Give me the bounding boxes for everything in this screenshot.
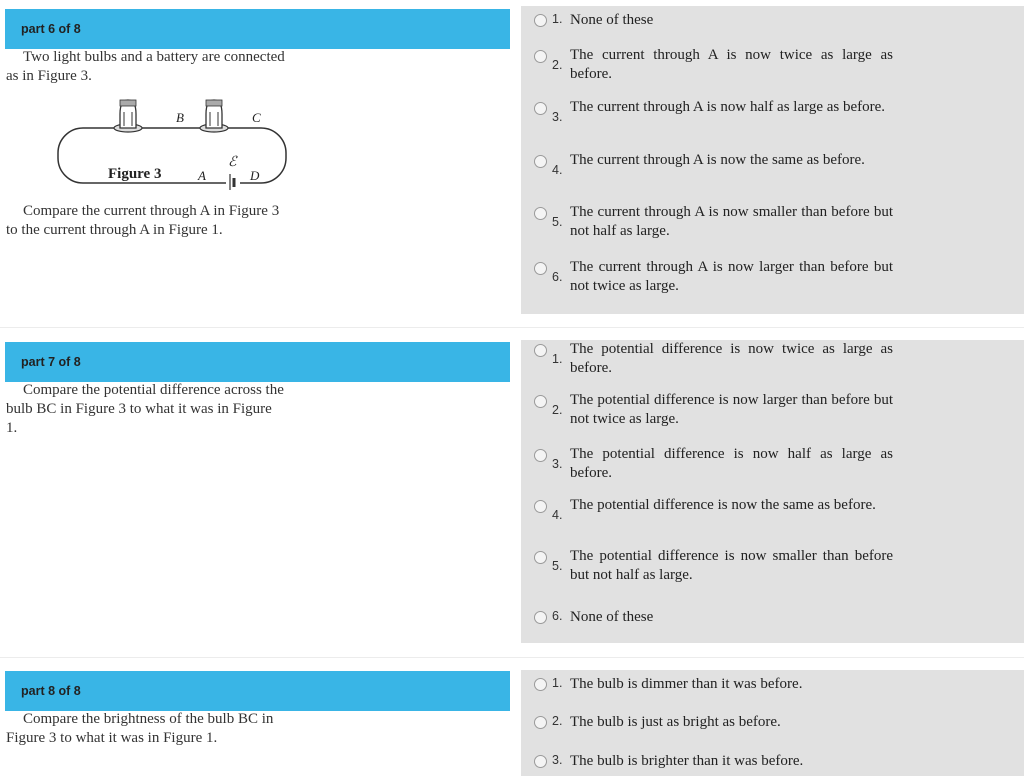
option-text: The potential difference is now smaller than before but not half as large.	[570, 548, 893, 583]
option-text: The potential difference is now twice as large as before.	[570, 341, 893, 376]
part-6-header: part 6 of 8	[5, 9, 510, 49]
label-c: C	[252, 110, 261, 125]
part-8-header: part 8 of 8	[5, 671, 510, 711]
option-text: The current through A is now larger than before but not twice as large.	[570, 259, 893, 294]
radio-button[interactable]	[534, 449, 547, 462]
option-number: 3.	[552, 110, 563, 124]
radio-button[interactable]	[534, 50, 547, 63]
radio-button[interactable]	[534, 611, 547, 624]
option-number: 1.	[552, 352, 563, 366]
option-number: 3.	[552, 457, 563, 471]
option-text: The current through A is now twice as large as before.	[570, 47, 893, 82]
divider	[0, 327, 1024, 328]
option-text: The potential difference is now the same as before.	[570, 497, 876, 513]
option-number: 2.	[552, 58, 563, 72]
question-line: bulb BC in Figure 3 to what it was in Figure	[6, 401, 272, 417]
option-number: 1.	[552, 12, 563, 26]
bulb-c-icon	[200, 100, 228, 132]
radio-button[interactable]	[534, 262, 547, 275]
radio-button[interactable]	[534, 395, 547, 408]
label-a: A	[198, 168, 206, 183]
option-number: 5.	[552, 559, 563, 573]
option-text: The bulb is just as bright as before.	[570, 714, 781, 730]
option-number: 6.	[552, 609, 563, 623]
question-line: Figure 3 to what it was in Figure 1.	[6, 730, 218, 746]
part-7-question	[6, 381, 346, 438]
label-d: D	[250, 168, 260, 183]
radio-button[interactable]	[534, 678, 547, 691]
option-text: None of these	[570, 12, 654, 28]
part-6-question	[6, 202, 346, 240]
option-number: 6.	[552, 270, 563, 284]
battery-icon	[226, 174, 240, 190]
radio-button[interactable]	[534, 344, 547, 357]
option-text: The potential difference is now larger than before but not twice as large.	[570, 392, 893, 427]
question-line: Compare the potential difference across the	[23, 382, 284, 398]
divider	[0, 657, 1024, 658]
question-line: 1.	[6, 420, 18, 436]
part-7-answer-panel	[521, 340, 1024, 643]
option-text: The potential difference is now half as large as before.	[570, 446, 893, 481]
question-line: Compare the brightness of the bulb BC in	[23, 711, 274, 727]
bulb-b-icon	[114, 100, 142, 132]
radio-button[interactable]	[534, 755, 547, 768]
radio-button[interactable]	[534, 500, 547, 513]
part-8-question	[6, 710, 346, 748]
option-text: The bulb is dimmer than it was before.	[570, 676, 803, 692]
option-number: 2.	[552, 714, 563, 728]
option-text: None of these	[570, 609, 654, 625]
part-8-answer-panel	[521, 670, 1024, 776]
radio-button[interactable]	[534, 155, 547, 168]
option-number: 3.	[552, 753, 563, 767]
label-b: B	[176, 110, 184, 125]
question-line: Two light bulbs and a battery are connected	[23, 49, 285, 65]
question-line: Compare the current through A in Figure 3	[23, 203, 280, 219]
part-6-answer-panel	[521, 6, 1024, 314]
option-number: 1.	[552, 676, 563, 690]
radio-button[interactable]	[534, 551, 547, 564]
question-line: to the current through A in Figure 1.	[6, 222, 223, 238]
part-7-header: part 7 of 8	[5, 342, 510, 382]
option-text: The current through A is now the same as before.	[570, 152, 865, 168]
radio-button[interactable]	[534, 14, 547, 27]
label-emf: ℰ	[228, 155, 237, 170]
option-number: 4.	[552, 163, 563, 177]
radio-button[interactable]	[534, 716, 547, 729]
option-text: The current through A is now half as large as before.	[570, 99, 886, 115]
part-6-question-intro	[6, 48, 346, 86]
figure-caption: Figure 3	[108, 166, 162, 182]
option-number: 2.	[552, 403, 563, 417]
question-line: as in Figure 3.	[6, 68, 92, 84]
option-number: 5.	[552, 215, 563, 229]
radio-button[interactable]	[534, 207, 547, 220]
option-text: The current through A is now smaller than before but not half as large.	[570, 204, 893, 239]
figure-3-circuit-diagram	[50, 90, 295, 190]
option-text: The bulb is brighter than it was before.	[570, 753, 804, 769]
option-number: 4.	[552, 508, 563, 522]
radio-button[interactable]	[534, 102, 547, 115]
